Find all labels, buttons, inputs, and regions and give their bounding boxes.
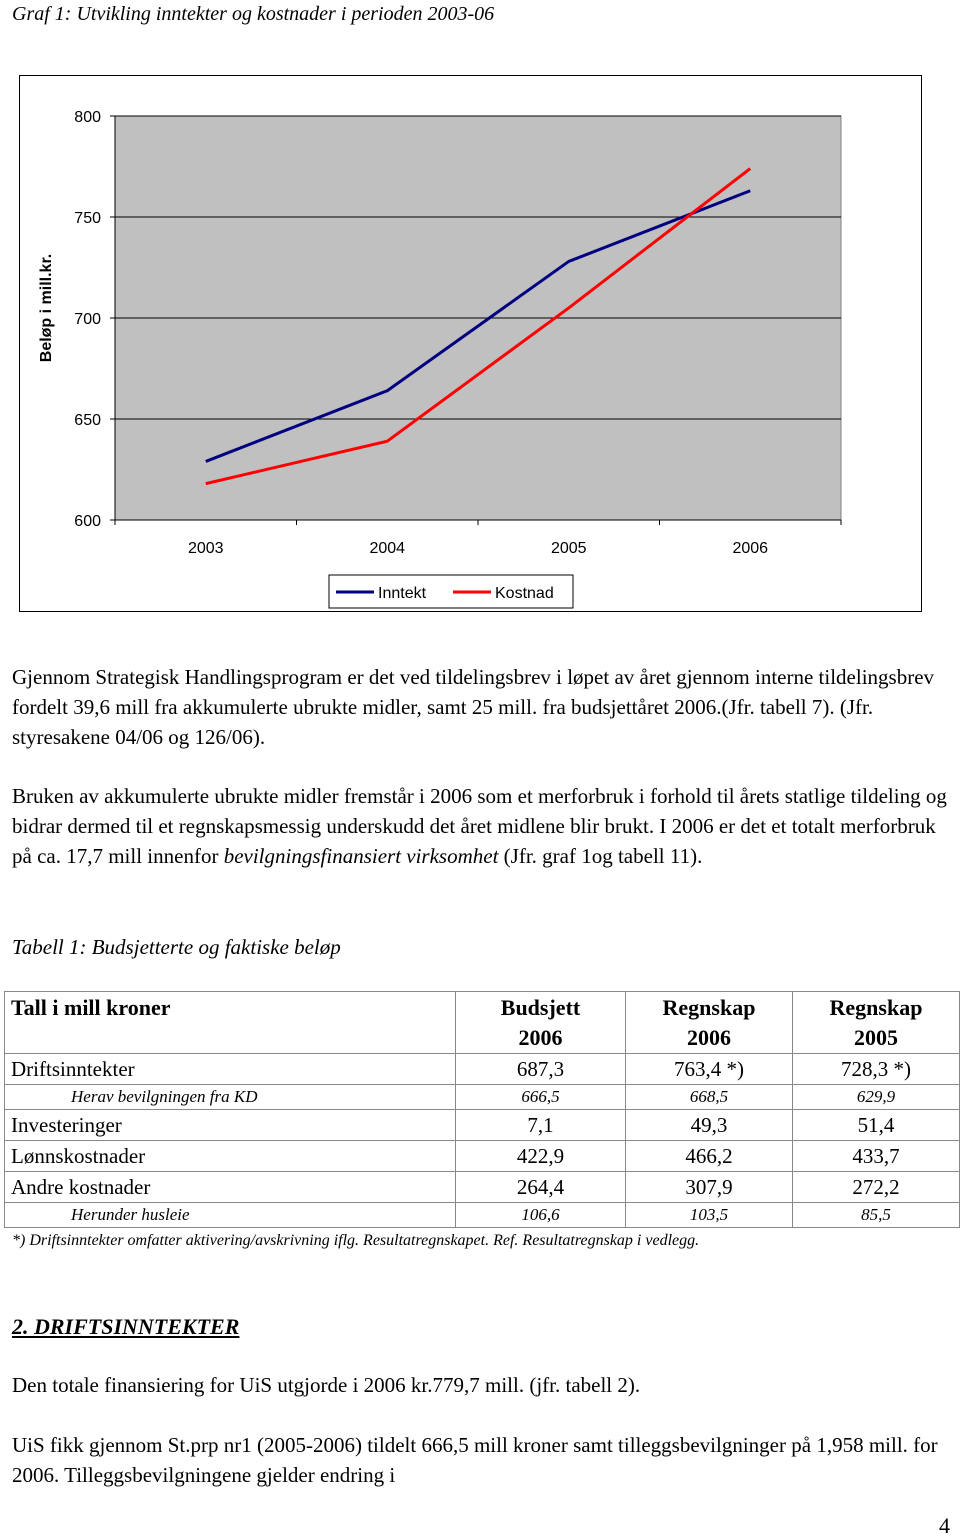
- row-label: Herunder husleie: [5, 1203, 456, 1228]
- header-line: 2006: [518, 1025, 563, 1050]
- line-chart: [20, 76, 923, 613]
- cell-value: 85,5: [793, 1203, 960, 1228]
- paragraph-text-end: (Jfr. graf 1og tabell 11).: [498, 844, 703, 868]
- y-tick-label: 650: [74, 412, 101, 429]
- cell-value: 668,5: [626, 1085, 793, 1110]
- header-line: Budsjett: [500, 995, 581, 1020]
- header-line: Regnskap: [829, 995, 923, 1020]
- row-label: Andre kostnader: [5, 1172, 456, 1203]
- legend-label-kostnad: Kostnad: [495, 585, 554, 602]
- y-tick-label: 750: [74, 210, 101, 227]
- paragraph-strategic-program: Gjennom Strategisk Handlingsprogram er det ved tildelingsbrev i løpet av året gjennom interne tildelingsbrev fordelt 39,6 mill fra akkumulerte ubrukte midler, samt 25 mill. fra budsjettåret 2006.(Jfr. tabell 7). (Jfr. styresakene 04/06 og 126/06).: [12, 665, 935, 749]
- cell-value: 687,3: [456, 1054, 626, 1085]
- chart-legend: [329, 575, 573, 608]
- table-footnote: *) Driftsinntekter omfatter aktivering/avskrivning iflg. Resultatregnskapet. Ref. Resultatregnskap i vedlegg.: [12, 1232, 700, 1249]
- header-line: 2006: [687, 1025, 731, 1050]
- cell-value: 7,1: [456, 1110, 626, 1141]
- table-row: [5, 1203, 960, 1228]
- y-tick-label: 700: [74, 311, 101, 328]
- cell-value: 433,7: [793, 1141, 960, 1172]
- row-label: Lønnskostnader: [5, 1141, 456, 1172]
- cell-value: 466,2: [626, 1141, 793, 1172]
- paragraph-emphasis: bevilgningsfinansiert virksomhet: [223, 844, 499, 868]
- paragraph-text: Bruken av akkumulerte ubrukte midler fremstår i 2006 som et merforbruk i forhold til årets statlige tildeling og bidrar dermed til et regnskapsmessig underskudd det året midlene blir brukt. I 2006 er det et totalt merforbruk på ca. 17,7 mill innenfor: [12, 784, 947, 868]
- cell-value: 763,4 *): [626, 1054, 793, 1085]
- y-tick-label: 600: [74, 513, 101, 530]
- cell-value: 307,9: [626, 1172, 793, 1203]
- cell-value: 103,5: [626, 1203, 793, 1228]
- row-label: Driftsinntekter: [5, 1054, 456, 1085]
- y-axis-label: Beløp i mill.kr.: [38, 253, 55, 363]
- paragraph-allocation: UiS fikk gjennom St.prp nr1 (2005-2006) tildelt 666,5 mill kroner samt tilleggsbevilgninger på 1,958 mill. for 2006. Tilleggsbevilgningene gjelder endring i: [12, 1433, 938, 1487]
- cell-value: 422,9: [456, 1141, 626, 1172]
- header-cell: [626, 992, 793, 1054]
- header-cell: Tall i mill kroner: [5, 992, 456, 1054]
- row-label: Herav bevilgningen fra KD: [5, 1085, 456, 1110]
- header-cell: [456, 992, 626, 1054]
- chart-frame: [19, 75, 922, 612]
- figure-caption: Graf 1: Utvikling inntekter og kostnader i perioden 2003-06: [12, 3, 495, 25]
- cell-value: 49,3: [626, 1110, 793, 1141]
- paragraph-accumulated-funds: [12, 781, 952, 871]
- table-row: [5, 1110, 960, 1141]
- budget-table: [4, 991, 960, 1228]
- x-tick-label: 2006: [732, 540, 769, 557]
- x-tick-label: 2005: [550, 540, 587, 557]
- header-line: Regnskap: [662, 995, 756, 1020]
- cell-value: 629,9: [793, 1085, 960, 1110]
- table-header-row: [5, 992, 960, 1054]
- y-tick-label: 800: [74, 109, 101, 126]
- cell-value: 272,2: [793, 1172, 960, 1203]
- x-tick-label: 2003: [187, 540, 224, 557]
- page-number: 4: [939, 1513, 950, 1538]
- table-row: [5, 1141, 960, 1172]
- row-label: Investeringer: [5, 1110, 456, 1141]
- table-caption: Tabell 1: Budsjetterte og faktiske beløp: [12, 935, 341, 959]
- legend-label-inntekt: Inntekt: [378, 585, 427, 602]
- table-row: [5, 1054, 960, 1085]
- table-row: [5, 1172, 960, 1203]
- paragraph-total-financing: Den totale finansiering for UiS utgjorde i 2006 kr.779,7 mill. (jfr. tabell 2).: [12, 1373, 641, 1397]
- header-line: 2005: [854, 1025, 898, 1050]
- x-tick-label: 2004: [369, 540, 406, 557]
- table-row: [5, 1085, 960, 1110]
- section-heading: 2. DRIFTSINNTEKTER: [12, 1314, 240, 1339]
- cell-value: 51,4: [793, 1110, 960, 1141]
- cell-value: 666,5: [456, 1085, 626, 1110]
- cell-value: 728,3 *): [793, 1054, 960, 1085]
- cell-value: 106,6: [456, 1203, 626, 1228]
- header-cell: [793, 992, 960, 1054]
- cell-value: 264,4: [456, 1172, 626, 1203]
